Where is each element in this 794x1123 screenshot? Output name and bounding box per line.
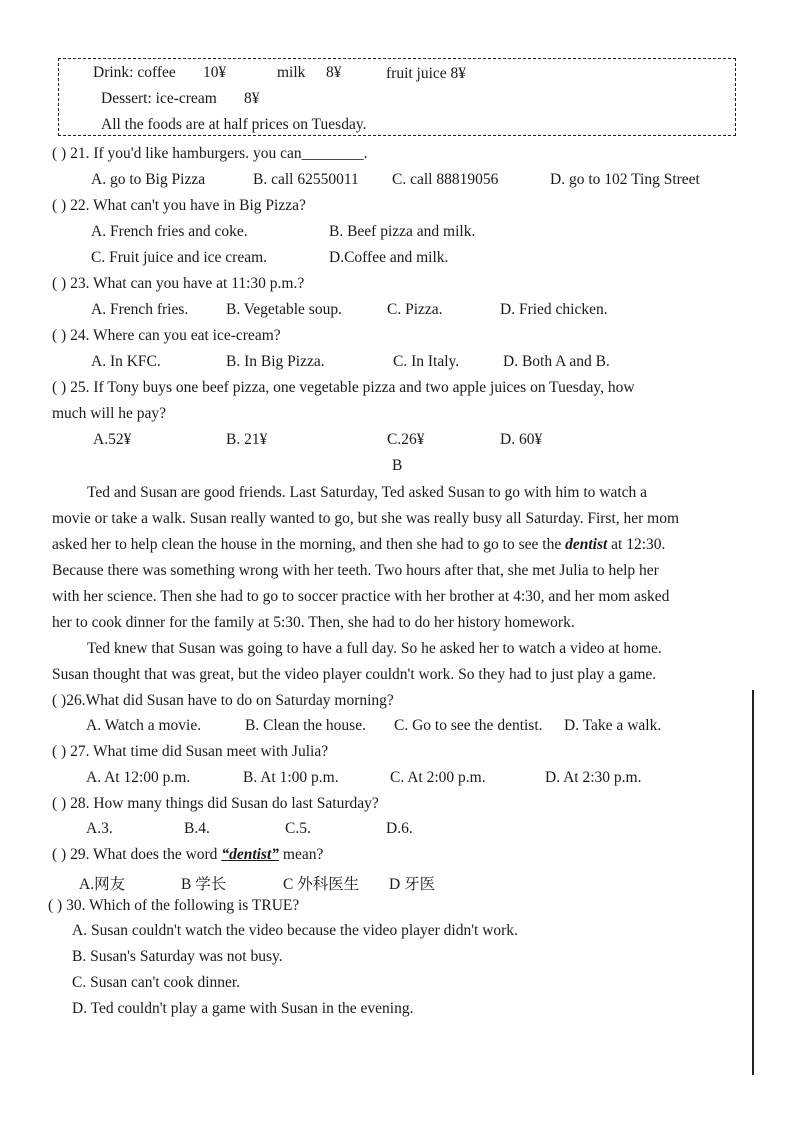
q27-option-c: C. At 2:00 p.m. <box>390 769 486 786</box>
q21-option-a: A. go to Big Pizza <box>91 171 206 188</box>
q25-option-a: A.52¥ <box>93 431 132 448</box>
passage-line-5: with her science. Then she had to go to soccer practice with her brother at 4:30, and her mom asked <box>52 588 670 605</box>
q28-option-b: B.4. <box>184 820 210 837</box>
q23-option-b: B. Vegetable soup. <box>226 301 342 318</box>
q22-option-b: B. Beef pizza and milk. <box>329 223 476 240</box>
q29-stem: ( ) 29. What does the word “dentist” mean? <box>52 846 324 863</box>
q21-option-c: C. call 88819056 <box>392 171 499 188</box>
q24-stem: ( ) 24. Where can you eat ice-cream? <box>52 327 281 344</box>
drink-line: Drink: coffee <box>93 64 176 81</box>
q27-option-b: B. At 1:00 p.m. <box>243 769 339 786</box>
q28-option-c: C.5. <box>285 820 311 837</box>
milk-price: 8¥ <box>326 64 342 81</box>
q30-option-a: A. Susan couldn't watch the video because the video player didn't work. <box>72 922 518 939</box>
q27-option-a: A. At 12:00 p.m. <box>86 769 191 786</box>
q26-option-b: B. Clean the house. <box>245 717 366 734</box>
dessert-price: 8¥ <box>244 90 260 107</box>
q29-option-d: D 牙医 <box>389 876 436 893</box>
q28-option-a: A.3. <box>86 820 113 837</box>
q23-stem: ( ) 23. What can you have at 11:30 p.m.? <box>52 275 305 292</box>
q23-option-d: D. Fried chicken. <box>500 301 608 318</box>
q22-option-a: A. French fries and coke. <box>91 223 248 240</box>
passage-line-8: Susan thought that was great, but the video player couldn't work. So they had to just play a game. <box>52 666 657 683</box>
q25-option-c: C.26¥ <box>387 431 425 448</box>
q29-dentist-word: “dentist” <box>221 846 280 863</box>
q29-option-c: C 外科医生 <box>283 876 360 893</box>
q23-option-a: A. French fries. <box>91 301 189 318</box>
q24-option-b: B. In Big Pizza. <box>226 353 325 370</box>
milk-label: milk <box>277 64 306 81</box>
q26-option-d: D. Take a walk. <box>564 717 662 734</box>
q27-option-d: D. At 2:30 p.m. <box>545 769 642 786</box>
passage-line-7: Ted knew that Susan was going to have a full day. So he asked her to watch a video at home. <box>87 640 662 657</box>
passage-line-2: movie or take a walk. Susan really wanted to go, but she was really busy all Saturday. First, her mom <box>52 510 680 527</box>
q29-option-b: B 学长 <box>181 876 227 893</box>
q22-option-d: D.Coffee and milk. <box>329 249 449 266</box>
q25-stem-line1: ( ) 25. If Tony buys one beef pizza, one vegetable pizza and two apple juices on Tuesday, how <box>52 379 635 396</box>
coffee-price: 10¥ <box>203 64 227 81</box>
margin-rule <box>752 690 754 1075</box>
fruit-juice: fruit juice 8¥ <box>386 65 467 82</box>
menu-note: All the foods are at half prices on Tuesday. <box>101 116 367 133</box>
passage-line-4: Because there was something wrong with her teeth. Two hours after that, she met Julia to help her <box>52 562 659 579</box>
q26-option-c: C. Go to see the dentist. <box>394 717 543 734</box>
q24-option-a: A. In KFC. <box>91 353 161 370</box>
q29-option-a: A.网友 <box>79 876 126 893</box>
q27-stem: ( ) 27. What time did Susan meet with Julia? <box>52 743 329 760</box>
section-heading-b: B <box>392 457 403 474</box>
q30-stem: ( ) 30. Which of the following is TRUE? <box>48 897 300 914</box>
passage-line-3: asked her to help clean the house in the morning, and then she had to go to see the dentist at 12:30. <box>52 536 666 553</box>
q24-option-c: C. In Italy. <box>393 353 460 370</box>
q21-stem: ( ) 21. If you'd like hamburgers. you can________. <box>52 145 368 162</box>
dentist-word: dentist <box>565 536 608 553</box>
q30-option-d: D. Ted couldn't play a game with Susan in the evening. <box>72 1000 414 1017</box>
q22-option-c: C. Fruit juice and ice cream. <box>91 249 268 266</box>
q26-stem: ( )26.What did Susan have to do on Saturday morning? <box>52 692 394 709</box>
q21-option-d: D. go to 102 Ting Street <box>550 171 700 188</box>
q28-option-d: D.6. <box>386 820 413 837</box>
q23-option-c: C. Pizza. <box>387 301 443 318</box>
q26-option-a: A. Watch a movie. <box>86 717 202 734</box>
dessert-line: Dessert: ice-cream <box>101 90 217 107</box>
q21-option-b: B. call 62550011 <box>253 171 359 188</box>
passage-line-1: Ted and Susan are good friends. Last Saturday, Ted asked Susan to go with him to watch a <box>87 484 648 501</box>
q25-option-d: D. 60¥ <box>500 431 543 448</box>
passage-line-6: her to cook dinner for the family at 5:30. Then, she had to do her history homework. <box>52 614 575 631</box>
q30-option-b: B. Susan's Saturday was not busy. <box>72 948 283 965</box>
q22-stem: ( ) 22. What can't you have in Big Pizza? <box>52 197 306 214</box>
q25-option-b: B. 21¥ <box>226 431 268 448</box>
q28-stem: ( ) 28. How many things did Susan do last Saturday? <box>52 795 379 812</box>
q25-stem-line2: much will he pay? <box>52 405 167 422</box>
q24-option-d: D. Both A and B. <box>503 353 610 370</box>
q30-option-c: C. Susan can't cook dinner. <box>72 974 241 991</box>
